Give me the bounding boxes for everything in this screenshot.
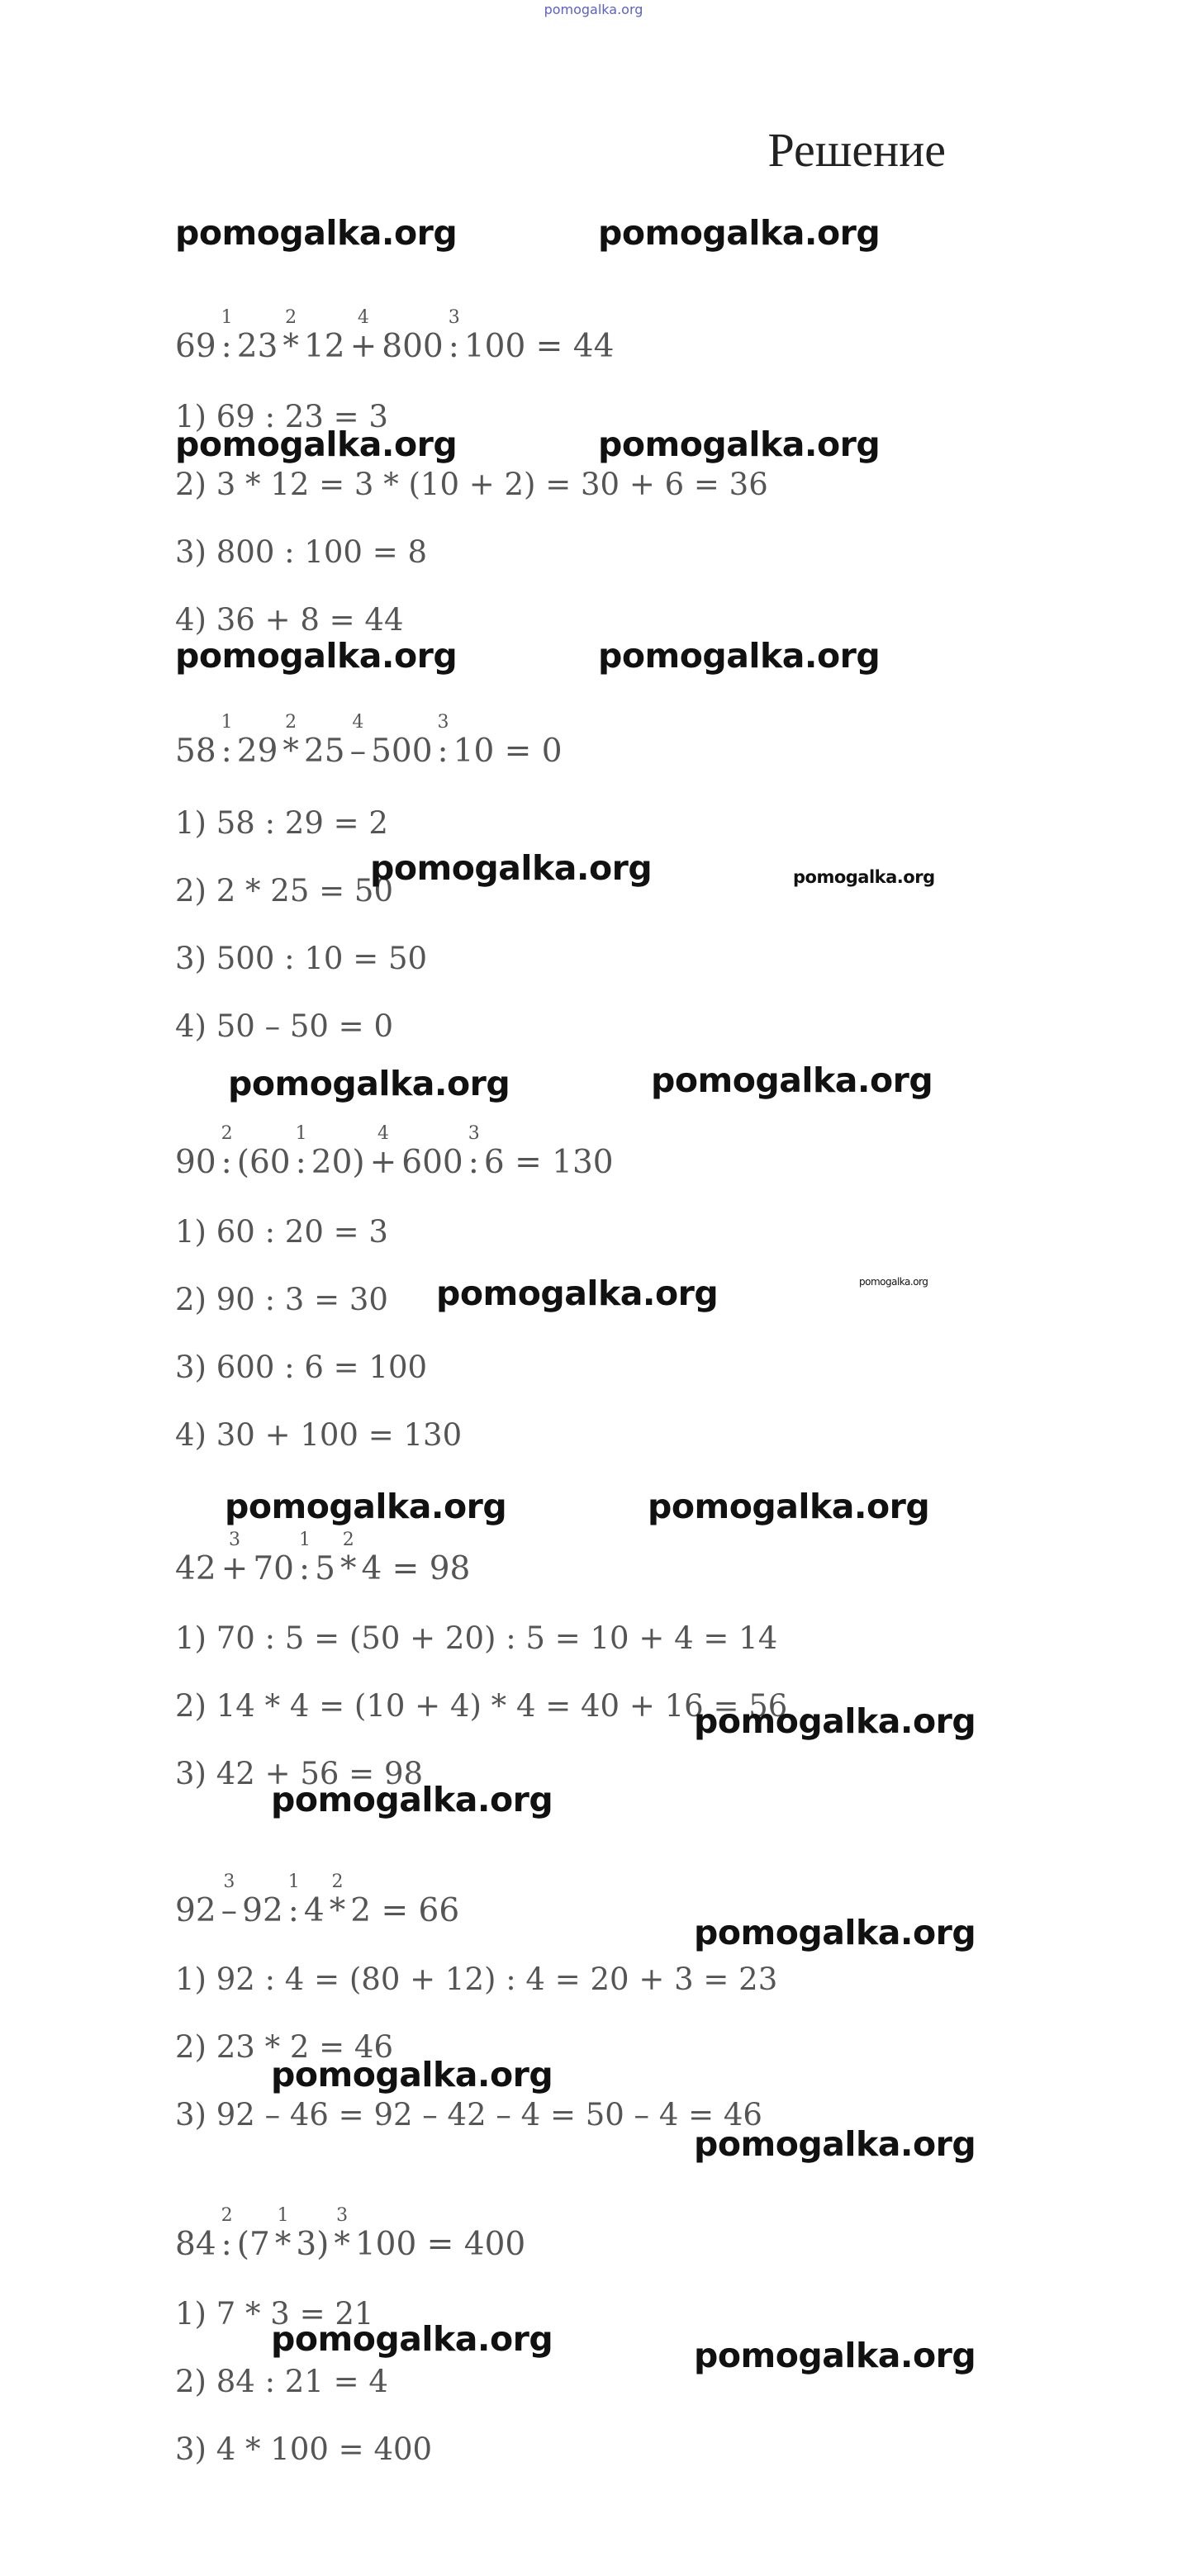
- watermark: pomogalka.org: [175, 425, 458, 464]
- step-4-1: 1) 70 : 5 = (50 + 20) : 5 = 10 + 4 = 14: [175, 1620, 778, 1656]
- step-1-1: 1) 69 : 23 = 3: [175, 399, 388, 434]
- expression-2: 58 1 : 29 2 * 25 4 – 500 3 : 10 = 0: [175, 712, 563, 770]
- watermark: pomogalka.org: [228, 1064, 510, 1103]
- watermark: pomogalka.org: [694, 2124, 976, 2164]
- expression-6: 84 2 : (7 1 * 3) 3 * 100 = 400: [175, 2205, 526, 2263]
- step-5-1: 1) 92 : 4 = (80 + 12) : 4 = 20 + 3 = 23: [175, 1962, 778, 1997]
- watermark: pomogalka.org: [598, 636, 881, 676]
- expression-1: 69 1 : 23 2 * 12 4 + 800 3 : 100 = 44: [175, 307, 615, 365]
- watermark: pomogalka.org: [694, 2336, 976, 2375]
- step-4-3: 3) 42 + 56 = 98: [175, 1756, 424, 1791]
- step-2-3: 3) 500 : 10 = 50: [175, 941, 428, 976]
- step-1-3: 3) 800 : 100 = 8: [175, 534, 428, 570]
- watermark: pomogalka.org: [271, 1780, 553, 1819]
- expression-5: 92 3 – 92 1 : 4 2 * 2 = 66: [175, 1872, 460, 1929]
- step-3-4: 4) 30 + 100 = 130: [175, 1417, 463, 1453]
- watermark: pomogalka.org: [271, 2055, 553, 2094]
- step-1-2: 2) 3 * 12 = 3 * (10 + 2) = 30 + 6 = 36: [175, 467, 768, 502]
- watermark: pomogalka.org: [694, 1701, 976, 1741]
- top-watermark: pomogalka.org: [544, 2, 643, 17]
- step-2-4: 4) 50 – 50 = 0: [175, 1008, 393, 1044]
- watermark: pomogalka.org: [175, 636, 458, 676]
- step-6-2: 2) 84 : 21 = 4: [175, 2364, 388, 2399]
- step-1-4: 4) 36 + 8 = 44: [175, 602, 404, 638]
- watermark: pomogalka.org: [225, 1487, 507, 1526]
- watermark: pomogalka.org: [648, 1487, 930, 1526]
- watermark: pomogalka.org: [436, 1274, 719, 1313]
- watermark: pomogalka.org: [598, 213, 881, 253]
- watermark: pomogalka.org: [859, 1276, 928, 1288]
- watermark: pomogalka.org: [175, 213, 458, 253]
- step-6-3: 3) 4 * 100 = 400: [175, 2431, 433, 2467]
- step-3-3: 3) 600 : 6 = 100: [175, 1350, 428, 1385]
- step-3-2: 2) 90 : 3 = 30: [175, 1282, 388, 1317]
- watermark: pomogalka.org: [694, 1913, 976, 1952]
- step-4-2: 2) 14 * 4 = (10 + 4) * 4 = 40 + 16 = 56: [175, 1688, 788, 1724]
- expression-3: 90 2 : (60 1 : 20) 4 + 600 3 : 6 = 130: [175, 1123, 614, 1181]
- expression-4: 42 3 + 70 1 : 5 2 * 4 = 98: [175, 1530, 471, 1587]
- page-title: Решение: [767, 123, 946, 177]
- watermark: pomogalka.org: [370, 848, 653, 888]
- step-5-3: 3) 92 – 46 = 92 – 42 – 4 = 50 – 4 = 46: [175, 2097, 762, 2132]
- step-6-1: 1) 7 * 3 = 21: [175, 2296, 374, 2332]
- watermark: pomogalka.org: [271, 2319, 553, 2359]
- step-2-1: 1) 58 : 29 = 2: [175, 805, 388, 841]
- watermark: pomogalka.org: [598, 425, 881, 464]
- watermark: pomogalka.org: [793, 867, 935, 887]
- step-2-2: 2) 2 * 25 = 50: [175, 873, 393, 908]
- watermark: pomogalka.org: [651, 1060, 933, 1100]
- step-3-1: 1) 60 : 20 = 3: [175, 1214, 388, 1250]
- step-5-2: 2) 23 * 2 = 46: [175, 2029, 393, 2065]
